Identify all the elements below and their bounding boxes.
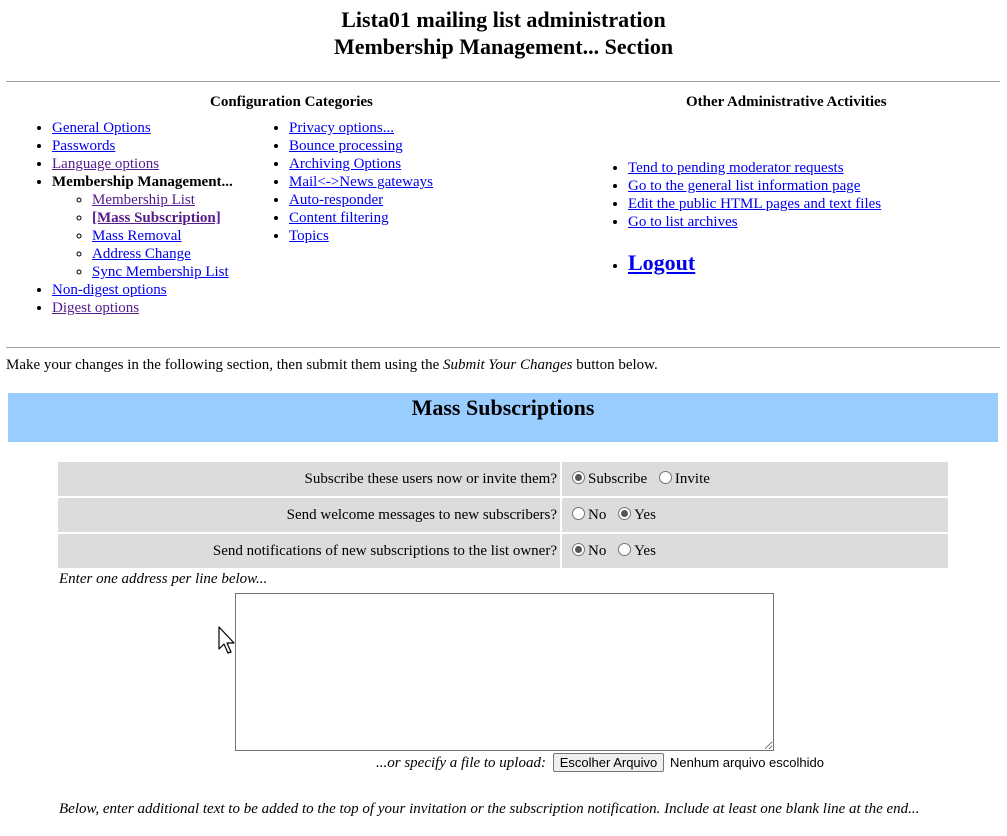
file-upload-label: ...or specify a file to upload: <box>376 755 546 771</box>
option-answers <box>562 534 948 570</box>
radio-label: Yes <box>634 506 656 523</box>
link-edit-public-html[interactable]: Edit the public HTML pages and text files <box>628 196 882 212</box>
mouse-cursor-icon <box>218 626 238 656</box>
nav-nondigest-options[interactable]: Non-digest options <box>52 282 167 298</box>
page-title-line2: Membership Management... Section <box>333 34 674 59</box>
section-banner <box>8 393 998 442</box>
nav-auto-responder[interactable]: Auto-responder <box>289 192 384 208</box>
other-activities-heading: Other Administrative Activities <box>686 94 887 110</box>
intro-text <box>6 357 658 374</box>
link-list-archives[interactable]: Go to list archives <box>628 214 738 230</box>
nav-mass-removal[interactable]: Mass Removal <box>92 228 182 244</box>
link-pending-requests[interactable]: Tend to pending moderator requests <box>628 160 844 176</box>
nav-topics[interactable]: Topics <box>289 228 329 244</box>
nav-general-options[interactable]: General Options <box>52 120 151 136</box>
nav-membership-management: Membership Management... <box>52 174 233 190</box>
option-row-subscribe-or-invite <box>58 462 948 498</box>
radio-invite[interactable] <box>659 471 672 484</box>
intro-emphasis: Submit Your Changes <box>443 357 573 373</box>
radio-notify-yes[interactable] <box>618 543 631 556</box>
section-banner-title: Mass Subscriptions <box>411 395 595 420</box>
intro-after: button below. <box>572 357 658 373</box>
nav-address-change[interactable]: Address Change <box>92 246 191 262</box>
top-divider <box>6 81 1000 82</box>
page-title <box>0 6 1007 60</box>
nav-membership-list[interactable]: Membership List <box>92 192 195 208</box>
option-answers <box>562 498 948 534</box>
radio-notify-no[interactable] <box>572 543 585 556</box>
radio-label: Invite <box>674 470 710 487</box>
middle-divider <box>6 347 1000 348</box>
config-list-col1 <box>32 119 233 317</box>
file-upload-row <box>376 753 824 772</box>
option-answers <box>562 462 948 498</box>
radio-label: No <box>588 542 607 559</box>
nav-mass-subscription[interactable]: [Mass Subscription] <box>92 210 221 226</box>
nav-sync-membership-list[interactable]: Sync Membership List <box>92 264 229 280</box>
membership-submenu <box>52 191 233 281</box>
radio-subscribe[interactable] <box>572 471 585 484</box>
option-row-welcome-messages <box>58 498 948 534</box>
nav-digest-options[interactable]: Digest options <box>52 300 140 316</box>
nav-passwords[interactable]: Passwords <box>52 138 116 154</box>
logout-list <box>608 248 695 278</box>
page-title-line1: Lista01 mailing list administration <box>341 7 666 32</box>
invitation-text-hint: Below, enter additional text to be added to the top of your invitation or the subscription notification. Include at least one blank line at the end... <box>59 801 920 817</box>
nav-bounce-processing[interactable]: Bounce processing <box>289 138 403 154</box>
option-question: Send notifications of new subscriptions to the list owner? <box>58 534 562 570</box>
radio-welcome-yes[interactable] <box>618 507 631 520</box>
other-activities-list <box>608 159 881 231</box>
logout-link[interactable]: Logout <box>628 250 696 275</box>
option-question: Send welcome messages to new subscribers? <box>58 498 562 534</box>
addresses-textarea[interactable] <box>235 593 774 751</box>
nav-language-options[interactable]: Language options <box>52 156 160 172</box>
intro-before: Make your changes in the following section, then submit them using the <box>6 357 444 373</box>
config-list-col2 <box>269 119 433 245</box>
mass-subscription-options <box>58 462 948 570</box>
nav-mail-news-gateways[interactable]: Mail<->News gateways <box>289 174 433 190</box>
option-row-owner-notifications <box>58 534 948 570</box>
radio-label: No <box>588 506 607 523</box>
radio-label: Subscribe <box>588 470 648 487</box>
nav-archiving-options[interactable]: Archiving Options <box>289 156 402 172</box>
file-upload-status: Nenhum arquivo escolhido <box>670 755 824 770</box>
radio-label: Yes <box>634 542 656 559</box>
link-list-info-page[interactable]: Go to the general list information page <box>628 178 861 194</box>
addresses-hint: Enter one address per line below... <box>59 571 268 587</box>
config-categories-heading: Configuration Categories <box>210 94 373 110</box>
choose-file-button[interactable]: Escolher Arquivo <box>553 753 665 772</box>
nav-privacy-options[interactable]: Privacy options... <box>289 120 394 136</box>
radio-welcome-no[interactable] <box>572 507 585 520</box>
option-question: Subscribe these users now or invite them? <box>58 462 562 498</box>
nav-content-filtering[interactable]: Content filtering <box>289 210 389 226</box>
